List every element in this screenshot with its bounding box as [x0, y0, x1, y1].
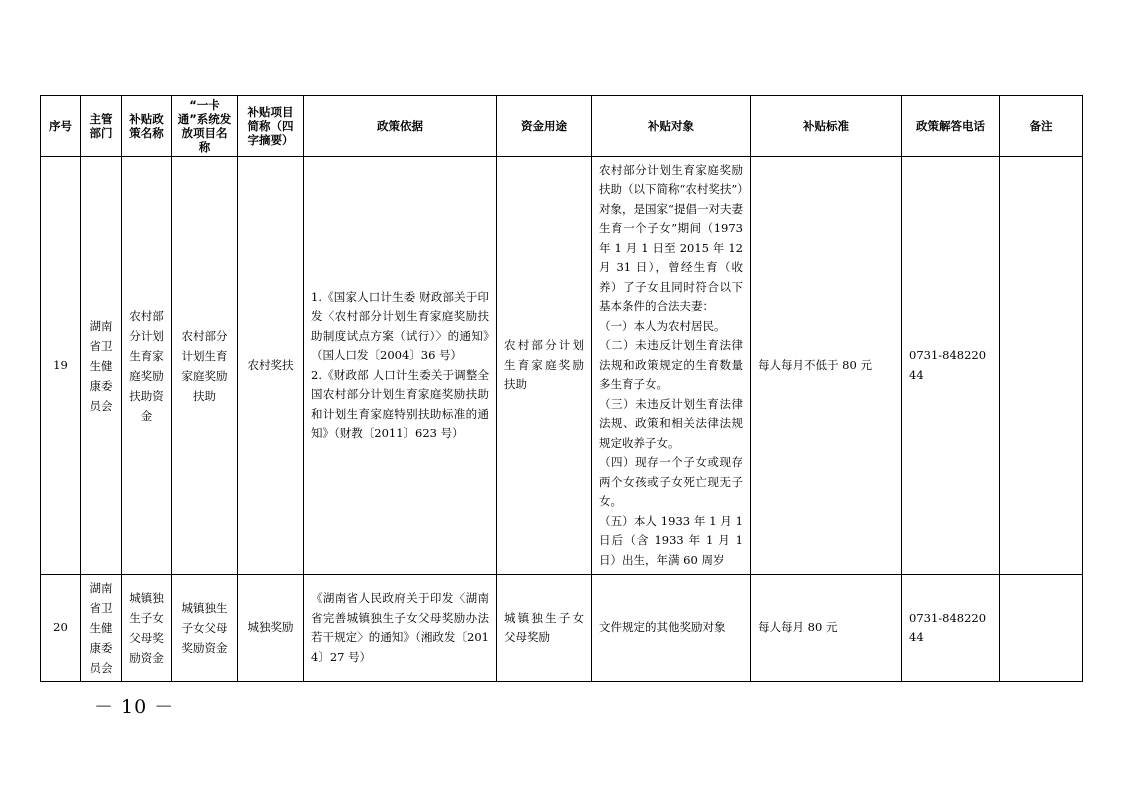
basis-item: 2.《财政部 人口计生委关于调整全国农村部分计划生育家庭奖励扶助和计划生育家庭特别扶助标准的通知》（财教〔2011〕623 号） [311, 367, 489, 440]
basis-item: 《湖南省人民政府关于印发〈湖南省完善城镇独生子女父母奖励办法若干规定〉的通知》（湘政发〔2014〕27 号） [311, 591, 489, 664]
cell-dept: 湖南省卫生健康委员会 [81, 575, 122, 682]
cell-target [592, 157, 751, 575]
cell-target [592, 575, 751, 682]
cell-policy-name: 农村部分计划生育家庭奖励扶助资金 [122, 157, 172, 575]
cell-no: 20 [41, 575, 81, 682]
cell-dept: 湖南省卫生健康委员会 [81, 157, 122, 575]
cell-phone: 0731-84822044 [902, 157, 1000, 575]
header-no: 序号 [41, 96, 81, 157]
header-standard: 补贴标准 [751, 96, 902, 157]
cell-remark [1000, 157, 1083, 575]
cell-short-name: 城独奖励 [238, 575, 304, 682]
header-phone: 政策解答电话 [902, 96, 1000, 157]
header-card-item: “一卡通”系统发放项目名称 [172, 96, 238, 157]
header-target: 补贴对象 [592, 96, 751, 157]
cell-card-item: 城镇独生子女父母奖励资金 [172, 575, 238, 682]
table-row [41, 575, 1083, 682]
cell-fund-use: 农村部分计划生育家庭奖励扶助 [497, 157, 592, 575]
cell-basis [304, 157, 497, 575]
header-dept: 主管部门 [81, 96, 122, 157]
cell-phone: 0731-84822044 [902, 575, 1000, 682]
header-basis: 政策依据 [304, 96, 497, 157]
target-item: 农村部分计划生育家庭奖励扶助（以下简称“农村奖扶”）对象，是国家“提倡一对夫妻生育一个子女”期间（1973 年 1 月 1 日至 2015 年 12 月 31 日），曾经生育（收养）了子女且同时符合以下基本条件的合法夫妻： [599, 162, 744, 314]
target-item: （三）未违反计划生育法律法规、政策和相关法律法规规定收养子女。 [599, 396, 743, 450]
page-number: － 10 － [94, 696, 175, 718]
cell-short-name: 农村奖扶 [238, 157, 304, 575]
header-policy-name: 补贴政策名称 [122, 96, 172, 157]
target-item: （一）本人为农村居民。 [599, 318, 726, 333]
cell-fund-use: 城镇独生子女父母奖励 [497, 575, 592, 682]
cell-standard: 每人每月 80 元 [751, 575, 902, 682]
target-item: （五）本人 1933 年 1 月 1 日后（含 1933 年 1 月 1 日）出生，年满 60 周岁 [599, 513, 743, 567]
header-remark: 备注 [1000, 96, 1083, 157]
basis-item: 1.《国家人口计生委 财政部关于印发〈农村部分计划生育家庭奖励扶助制度试点方案（试行）〉的通知》（国人口发〔2004〕36 号） [311, 289, 489, 362]
cell-card-item: 农村部分计划生育家庭奖励扶助 [172, 157, 238, 575]
cell-policy-name: 城镇独生子女父母奖励资金 [122, 575, 172, 682]
table-row [41, 157, 1083, 575]
cell-basis [304, 575, 497, 682]
cell-standard: 每人每月不低于 80 元 [751, 157, 902, 575]
table-header-row [41, 96, 1083, 157]
cell-remark [1000, 575, 1083, 682]
cell-no: 19 [41, 157, 81, 575]
subsidy-policy-table [40, 95, 1083, 682]
target-item: （二）未违反计划生育法律法规和政策规定的生育数量多生育子女。 [599, 338, 743, 392]
target-item: 文件规定的其他奖励对象 [599, 620, 726, 635]
target-item: （四）现存一个子女或现存两个女孩或子女死亡现无子女。 [599, 455, 743, 509]
header-short-name: 补贴项目简称（四字摘要） [238, 96, 304, 157]
header-fund-use: 资金用途 [497, 96, 592, 157]
